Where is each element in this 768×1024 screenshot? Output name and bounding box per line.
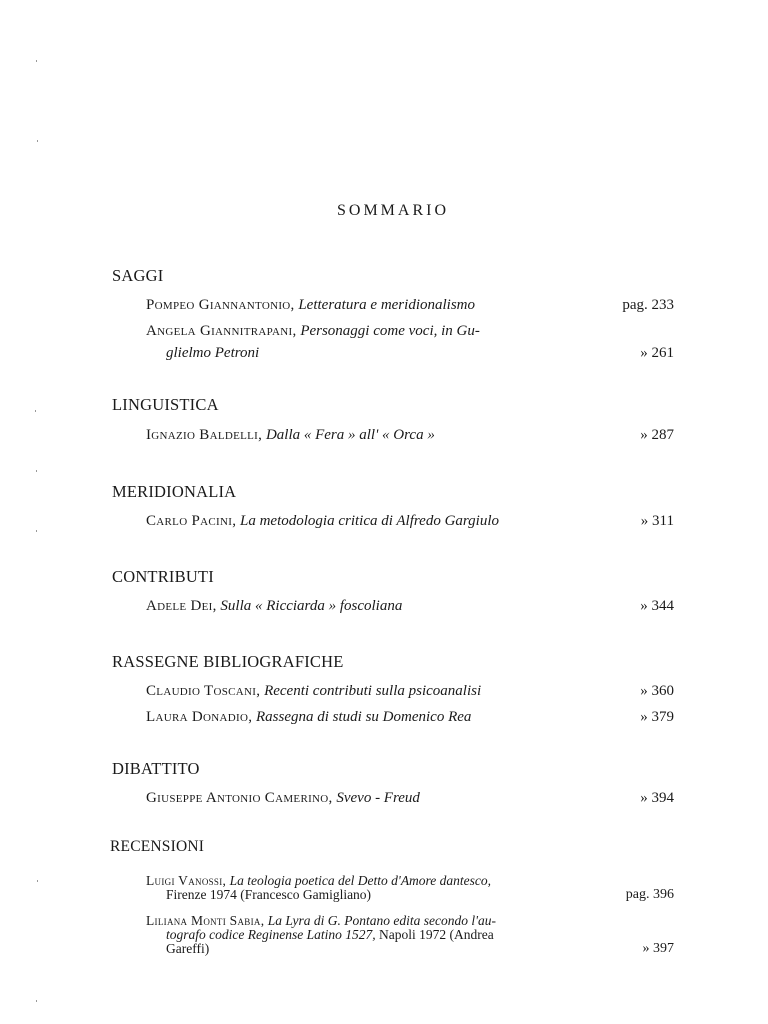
entry-title: La teologia poetica del Detto d'Amore dantesco,	[229, 873, 492, 888]
entry-page: pag. 233	[622, 297, 674, 313]
toc-entry-camerino	[146, 787, 674, 809]
section-heading-saggi: SAGGI	[112, 266, 164, 285]
section-heading-recensioni: RECENSIONI	[110, 838, 205, 855]
entry-title: La Lyra di G. Pontano edita secondo l'au-	[267, 913, 496, 928]
entry-page: » 261	[640, 345, 674, 361]
entry-author: Pompeo Giannantonio,	[146, 297, 295, 313]
entry-title: Letteratura e meridionalismo	[298, 297, 475, 313]
section-heading-contributi: CONTRIBUTI	[112, 567, 214, 586]
entry-title: Sulla « Ricciarda » foscoliana	[220, 598, 403, 614]
entry-reviewer: Gareffi)	[166, 941, 210, 956]
toc-entry-vanossi	[146, 874, 674, 902]
entry-title: Personaggi come voci, in Gu-	[300, 323, 480, 339]
scan-speck	[36, 530, 37, 532]
entry-page: » 311	[640, 513, 674, 529]
entry-author: Ignazio Baldelli,	[146, 427, 263, 443]
entry-author: Giuseppe Antonio Camerino,	[146, 790, 333, 806]
toc-entry-monti-sabia	[146, 914, 674, 956]
section-heading-rassegne: RASSEGNE BIBLIOGRAFICHE	[112, 652, 344, 671]
entry-title-continued: tografo codice Reginense Latino 1527,	[166, 927, 376, 942]
entry-author: Angela Giannitrapani,	[146, 323, 297, 339]
entry-title-continued: glielmo Petroni	[166, 345, 260, 361]
entry-publication: Firenze 1974 (Francesco Gamigliano)	[166, 887, 372, 902]
entry-page: » 397	[642, 941, 674, 956]
entry-title: Svevo - Freud	[336, 790, 420, 806]
entry-author: Laura Donadio,	[146, 709, 253, 725]
section-heading-dibattito: DIBATTITO	[112, 759, 200, 778]
toc-entry-toscani	[146, 680, 674, 702]
scan-speck	[35, 410, 36, 412]
scan-speck	[36, 470, 37, 472]
toc-entry-pacini	[146, 510, 674, 532]
toc-entry-baldelli	[146, 424, 674, 446]
entry-page: pag. 396	[625, 887, 674, 902]
entry-page: » 360	[640, 683, 674, 699]
page-title: SOMMARIO	[336, 202, 449, 219]
scan-speck	[37, 880, 38, 882]
entry-author: Adele Dei,	[146, 598, 217, 614]
scan-speck	[36, 1000, 37, 1002]
entry-title: Recenti contributi sulla psicoanalisi	[264, 683, 482, 699]
entry-page: » 379	[640, 709, 674, 725]
entry-page: » 394	[640, 790, 674, 806]
entry-author: Liliana Monti Sabia,	[146, 913, 265, 928]
entry-author: Luigi Vanossi,	[146, 873, 227, 888]
toc-entry-dei	[146, 595, 674, 617]
toc-entry-giannantonio	[146, 294, 674, 316]
entry-title: La metodologia critica di Alfredo Gargiulo	[240, 513, 500, 529]
entry-title: Rassegna di studi su Domenico Rea	[256, 709, 472, 725]
entry-page: » 344	[640, 598, 674, 614]
toc-entry-donadio	[146, 706, 674, 728]
section-heading-linguistica: LINGUISTICA	[112, 395, 219, 414]
entry-publication: Napoli 1972 (Andrea	[378, 927, 494, 942]
toc-entry-giannitrapani	[146, 320, 674, 364]
entry-page: » 287	[640, 427, 674, 443]
scan-speck	[37, 140, 38, 142]
scan-speck	[36, 60, 37, 62]
entry-author: Claudio Toscani,	[146, 683, 261, 699]
section-heading-meridionalia: MERIDIONALIA	[112, 482, 237, 501]
entry-author: Carlo Pacini,	[146, 513, 237, 529]
entry-title: Dalla « Fera » all' « Orca »	[265, 427, 435, 443]
